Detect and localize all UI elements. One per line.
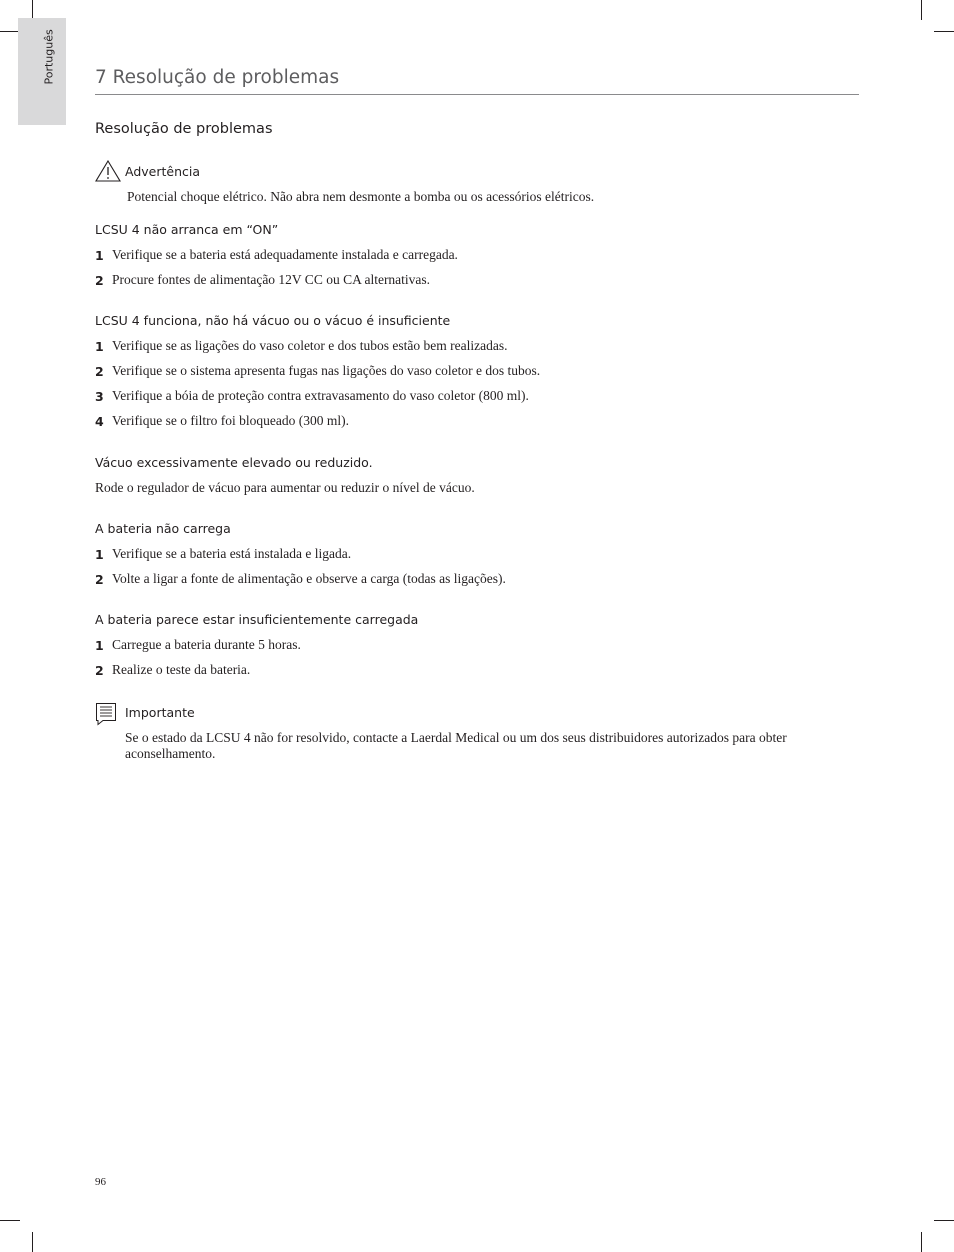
step-number: 1 <box>95 638 104 653</box>
step-number: 2 <box>95 572 104 587</box>
crop-mark <box>934 31 954 32</box>
warning-text: Potencial choque elétrico. Não abra nem desmonte a bomba ou os acessórios elétricos. <box>127 189 595 204</box>
chapter-title: 7 Resolução de problemas <box>95 67 340 88</box>
step-number: 2 <box>95 364 104 379</box>
step-number: 1 <box>95 339 104 354</box>
warning-label: Advertência <box>125 164 201 179</box>
group-heading: LCSU 4 funciona, não há vácuo ou o vácuo é insuficiente <box>95 313 451 328</box>
important-label: Importante <box>125 705 195 720</box>
step-text: Carregue a bateria durante 5 horas. <box>112 637 301 652</box>
crop-mark <box>0 1220 20 1221</box>
step-text: Verifique se a bateria está adequadamente instalada e carregada. <box>112 247 458 262</box>
step-text: Verifique se o sistema apresenta fugas nas ligações do vaso coletor e dos tubos. <box>112 363 541 378</box>
group-heading: A bateria não carrega <box>95 521 231 536</box>
important-text: Se o estado da LCSU 4 não for resolvido, contacte a Laerdal Medical ou um dos seus distribuidores autorizados para obter aconselhamento. <box>125 730 787 761</box>
crop-mark <box>32 0 33 20</box>
warning-triangle-icon <box>95 160 121 182</box>
step-text: Realize o teste da bateria. <box>112 662 251 677</box>
step-number: 1 <box>95 248 104 263</box>
group-heading: A bateria parece estar insuficientemente carregada <box>95 612 419 627</box>
section-title: Resolução de problemas <box>95 121 273 137</box>
crop-mark <box>0 31 20 32</box>
crop-mark <box>921 0 922 20</box>
step-text: Procure fontes de alimentação 12V CC ou CA alternativas. <box>112 272 431 287</box>
step-text: Verifique se o filtro foi bloqueado (300 ml). <box>112 413 349 428</box>
step-text: Verifique se as ligações do vaso coletor e dos tubos estão bem realizadas. <box>112 338 508 353</box>
step-text: Volte a ligar a fonte de alimentação e observe a carga (todas as ligações). <box>112 571 506 586</box>
step-number: 4 <box>95 414 104 429</box>
step-number: 1 <box>95 547 104 562</box>
step-number: 3 <box>95 389 104 404</box>
crop-mark <box>934 1220 954 1221</box>
step-text: Verifique se a bateria está instalada e ligada. <box>112 546 352 561</box>
chapter-divider <box>95 94 859 95</box>
step-number: 2 <box>95 663 104 678</box>
group-paragraph: Rode o regulador de vácuo para aumentar ou reduzir o nível de vácuo. <box>95 480 475 495</box>
note-icon <box>95 702 117 726</box>
step-text: Verifique a bóia de proteção contra extravasamento do vaso coletor (800 ml). <box>112 388 529 403</box>
group-heading: Vácuo excessivamente elevado ou reduzido. <box>95 455 373 470</box>
crop-mark <box>32 1232 33 1252</box>
step-number: 2 <box>95 273 104 288</box>
crop-mark <box>921 1232 922 1252</box>
language-tab-label: Português <box>42 29 56 85</box>
group-heading: LCSU 4 não arranca em “ON” <box>95 222 279 237</box>
page-number: 96 <box>95 1176 106 1188</box>
